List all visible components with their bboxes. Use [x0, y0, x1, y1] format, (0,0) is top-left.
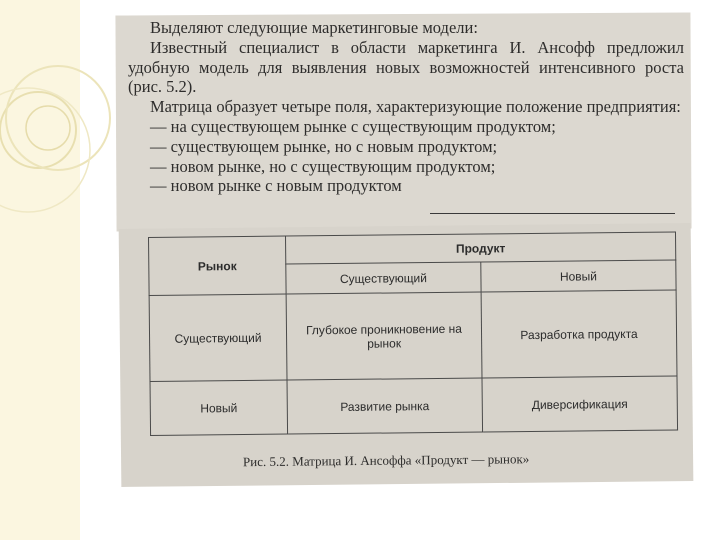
decorative-circle	[6, 66, 110, 170]
row-header-new: Новый	[150, 380, 288, 435]
column-header-existing: Существующий	[286, 262, 481, 294]
text-underline	[430, 213, 675, 214]
document-text	[128, 18, 684, 196]
column-header-new: Новый	[481, 260, 676, 292]
intro-line: Выделяют следующие маркетинговые модели:	[150, 18, 478, 37]
cell-product-development: Разработка продукта	[481, 290, 677, 378]
list-item: — существующем рынке, но с новым продуктом;	[150, 136, 498, 156]
row-header-existing: Существующий	[149, 294, 287, 381]
list-item: — новом рынке с новым продуктом	[150, 176, 402, 196]
market-header: Рынок	[149, 236, 287, 295]
list-item: — на существующем рынке с существующим продуктом;	[150, 116, 556, 136]
decorative-circle	[26, 106, 70, 150]
decorative-circle	[0, 92, 76, 168]
cell-market-development: Развитие рынка	[287, 378, 483, 434]
decorative-circles	[0, 0, 120, 540]
list-item: — новом рынке, но с существующим продуктом;	[150, 156, 496, 176]
product-header: Продукт	[286, 232, 676, 264]
figure-caption: Рис. 5.2. Матрица И. Ансоффа «Продукт — рынок»	[242, 451, 530, 470]
cell-market-penetration: Глубокое проникновение на рынок	[286, 292, 482, 380]
paragraph-matrix: Матрица образует четыре поля, характеризующие положение предприятия:	[150, 97, 681, 117]
ansoff-matrix	[148, 231, 678, 436]
cell-diversification: Диверсификация	[482, 376, 678, 432]
paragraph-ansoff: Известный специалист в области маркетинга И. Ансофф предложил удобную модель для выявления новых возможностей интенсивного роста (рис. 5.2).	[128, 37, 684, 97]
